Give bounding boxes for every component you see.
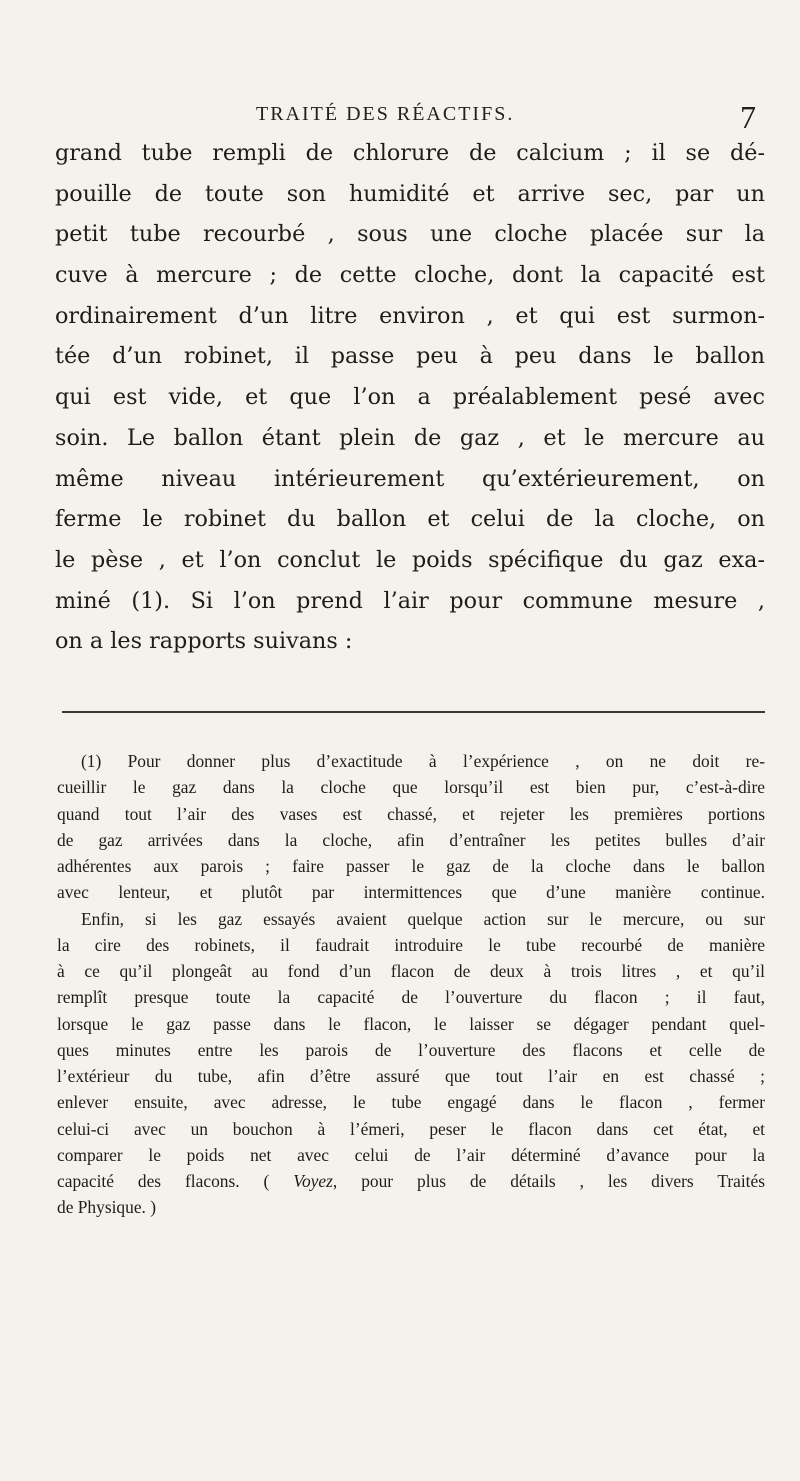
footnote <box>57 748 765 1221</box>
voyez-open-paren: ( <box>263 1171 270 1191</box>
footnote-line: de Physique. ) <box>57 1197 157 1218</box>
footnote-line: remplît presque toute la capacité de l’ouverture du flacon ; il faut, <box>57 987 765 1008</box>
body-line: miné (1). Si l’on prend l’air pour commune mesure , <box>55 587 765 614</box>
footnote-text: , pour plus de détails , les divers Traités <box>332 1171 765 1191</box>
footnote-line: adhérentes aux parois ; faire passer le gaz de la cloche dans le ballon <box>57 856 765 876</box>
body-line: soin. Le ballon étant plein de gaz , et le mercure au <box>55 424 765 451</box>
footnote-line: ques minutes entre les parois de l’ouverture des flacons et celle de <box>57 1039 765 1060</box>
footnote-line: lorsque le gaz passe dans le flacon, le laisser se dégager pendant quel- <box>57 1013 765 1034</box>
footnote-line: la cire des robinets, il faudrait introduire le tube recourbé de manière <box>57 934 765 955</box>
body-line: tée d’un robinet, il passe peu à peu dans le ballon <box>55 343 765 370</box>
footnote-line: comparer le poids net avec celui de l’air déterminé d’avance pour la <box>57 1144 765 1165</box>
footnote-line: à ce qu’il plongeât au fond d’un flacon de deux à trois litres , et qu’il <box>57 961 765 981</box>
running-title: TRAITÉ DES RÉACTIFS. <box>256 103 515 125</box>
footnote-line: celui-ci avec un bouchon à l’émeri, peser le flacon dans cet état, et <box>57 1118 765 1139</box>
body-line: le pèse , et l’on conclut le poids spécifique du gaz exa- <box>55 546 765 573</box>
page-number: 7 <box>740 99 756 135</box>
footnote-line: de gaz arrivées dans la cloche, afin d’entraîner les petites bulles d’air <box>57 829 765 850</box>
body-text <box>55 133 765 662</box>
body-line: ferme le robinet du ballon et celui de la cloche, on <box>55 506 765 533</box>
body-line: ordinairement d’un litre environ , et qui est surmon- <box>55 302 765 329</box>
footnote-line: (1) Pour donner plus d’exactitude à l’expérience , on ne doit re- <box>81 751 765 771</box>
body-line: qui est vide, et que l’on a préalablement pesé avec <box>55 384 765 411</box>
footnote-line: l’extérieur du tube, afin d’être assuré que tout l’air en est chassé ; <box>57 1066 765 1086</box>
footnote-line: enlever ensuite, avec adresse, le tube engagé dans le flacon , fermer <box>57 1092 765 1113</box>
footnote-line: Enfin, si les gaz essayés avaient quelque action sur le mercure, ou sur <box>81 908 765 929</box>
footnote-line: avec lenteur, et plutôt par intermittences que d’une manière continue. <box>57 882 765 903</box>
footnote-text: capacité des flacons. <box>57 1171 240 1191</box>
body-line: petit tube recourbé , sous une cloche placée sur la <box>55 221 765 248</box>
body-line: pouille de toute son humidité et arrive sec, par un <box>55 180 765 207</box>
page-header <box>0 99 800 135</box>
voyez-italic: Voyez <box>293 1171 333 1191</box>
footnote-line: cueillir le gaz dans la cloche que lorsqu’il est bien pur, c’est-à-dire <box>57 777 765 798</box>
footnote-line <box>57 1168 765 1194</box>
footnote-line: quand tout l’air des vases est chassé, et rejeter les premières portions <box>57 803 765 824</box>
body-line: grand tube rempli de chlorure de calcium ; il se dé- <box>55 140 765 166</box>
body-line: on a les rapports suivans : <box>55 628 353 655</box>
footnote-divider <box>62 711 765 713</box>
body-line: même niveau intérieurement qu’extérieurement, on <box>55 465 765 492</box>
body-line: cuve à mercure ; de cette cloche, dont la capacité est <box>55 262 765 289</box>
